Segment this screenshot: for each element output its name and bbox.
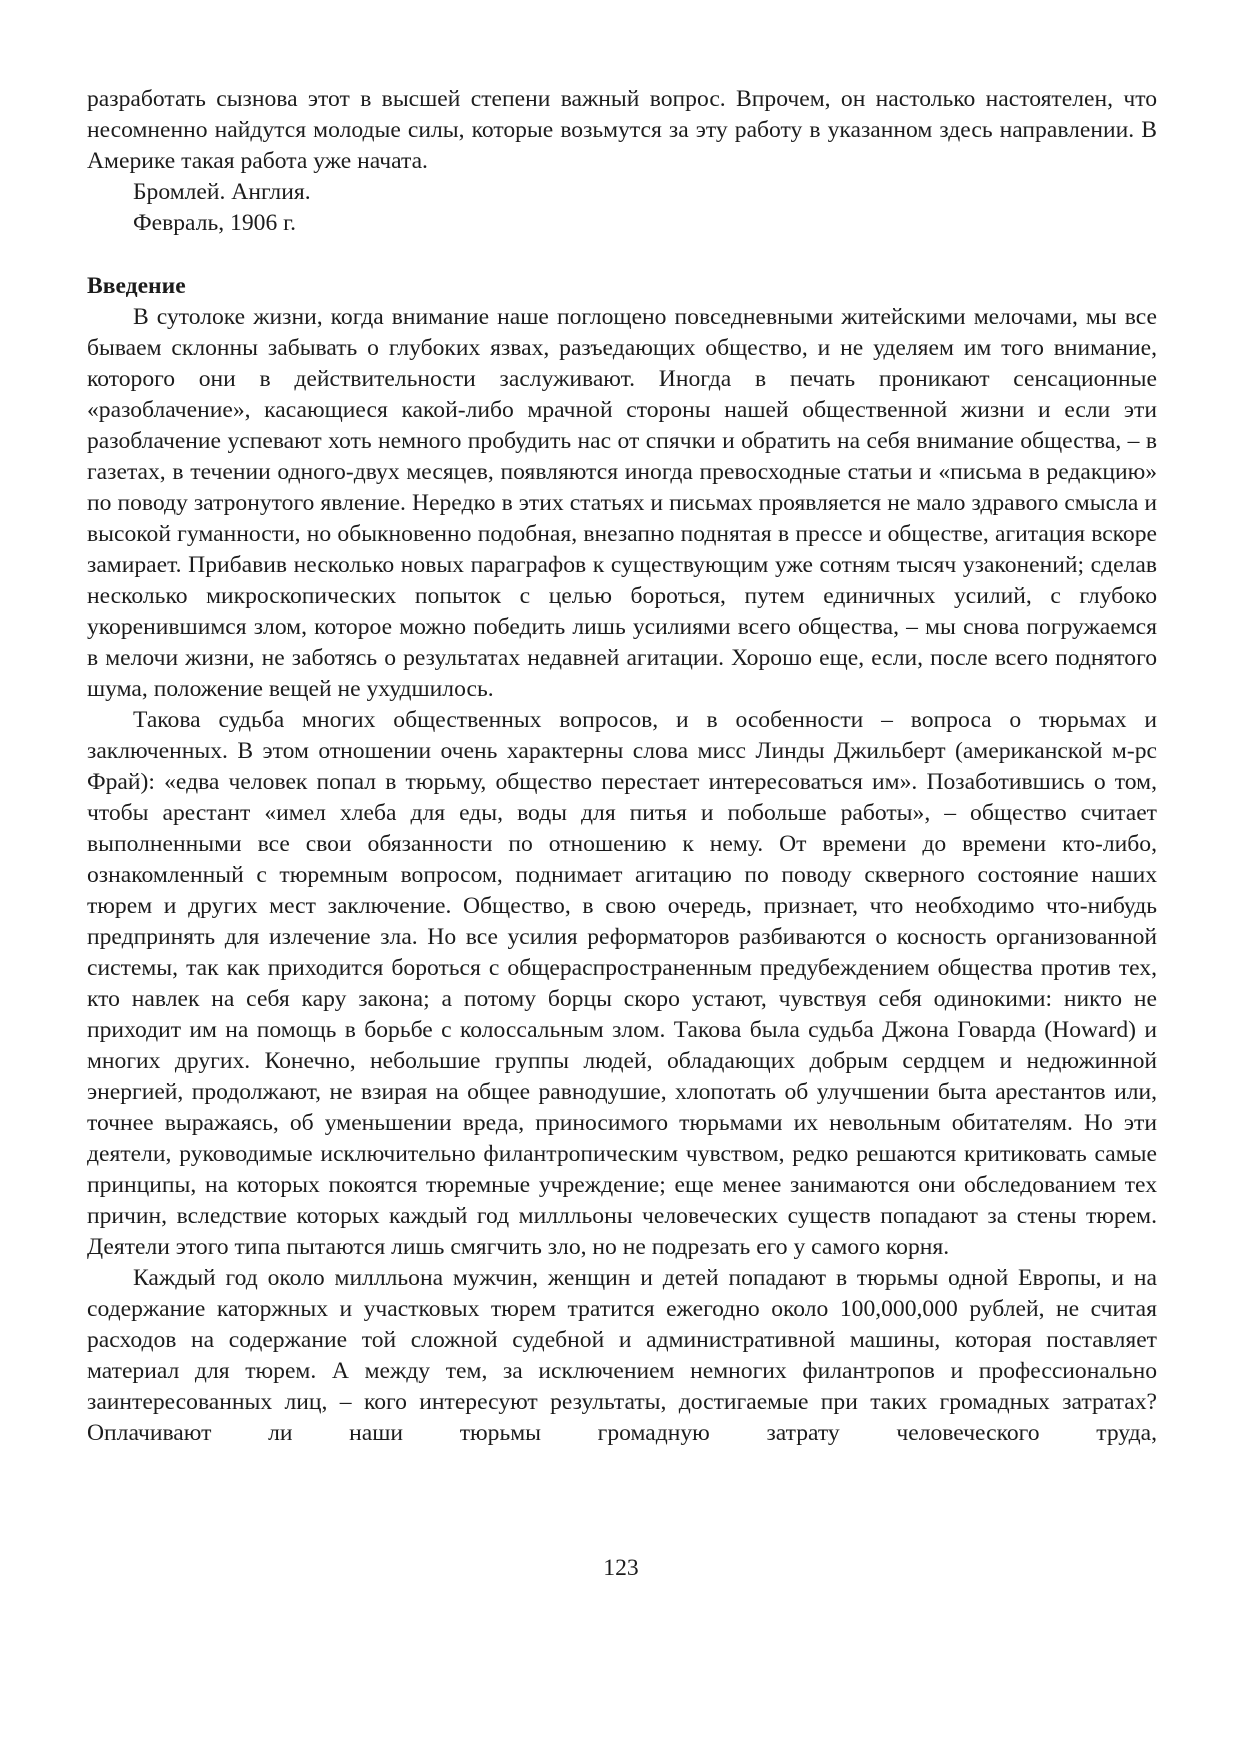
page-body [87,84,1157,1449]
page-number: 123 [603,1555,639,1581]
body-paragraph-1: В сутолоке жизни, когда внимание наше поглощено повседневными житейскими мелочами, мы все бываем склонны забывать о глубоких язвах, разъедающих общество, и не уделяем им того внимание, которого они в действительности заслуживают. Иногда в печать проникают сенсационные «разоблачение», касающиеся какой-либо мрачной стороны нашей общественной жизни и если эти разоблачение успевают хоть немного пробудить нас от спячки и обратить на себя внимание общества, – в газетах, в течении одного-двух месяцев, появляются иногда превосходные статьи и «письма в редакцию» по поводу затронутого явление. Нередко в этих статьях и письмах проявляется не мало здравого смысла и высокой гуманности, но обыкновенно подобная, внезапно поднятая в прессе и обществе, агитация вскоре замирает. Прибавив несколько новых параграфов к существующим уже сотням тысяч узаконений; сделав несколько микроскопических попыток с целью бороться, путем единичных усилий, с глубоко укоренившимся злом, которое можно победить лишь усилиями всего общества, – мы снова погружаемся в мелочи жизни, не заботясь о результатах недавней агитации. Хорошо еще, если, после всего поднятого шума, положение вещей не ухудшилось. [87,304,1157,702]
body-paragraph-3: Каждый год около миллльона мужчин, женщин и детей попадают в тюрьмы одной Европы, и на содержание каторжных и участковых тюрем тратится ежегодно около 100,000,000 рублей, не считая расходов на содержание той сложной судебной и административной машины, которая поставляет материал для тюрем. А между тем, за исключением немногих филантропов и профессионально заинтересованных лиц, – кого интересуют результаты, достигаемые при таких громадных затратах? Оплачивают ли наши тюрьмы громадную затрату человеческого труда, [87,1265,1157,1446]
section-heading: Введение [87,273,186,299]
body-paragraph-2: Такова судьба многих общественных вопросов, и в особенности – вопроса о тюрьмах и заключенных. В этом отношении очень характерны слова мисс Линды Джильберт (американской м-рс Фрай): «едва человек попал в тюрьму, общество перестает интересоваться им». Позаботившись о том, чтобы арестант «имел хлеба для еды, воды для питья и побольше работы», – общество считает выполненными все свои обязанности по отношению к нему. От времени до времени кто-либо, ознакомленный с тюремным вопросом, поднимает агитацию по поводу скверного состояние наших тюрем и других мест заключение. Общество, в свою очередь, признает, что необходимо что-нибудь предпринять для излечение зла. Но все усилия реформаторов разбиваются о косность организованной системы, так как приходится бороться с общераспространенным предубеждением общества против тех, кто навлек на себя кару закона; а потому борцы скоро устают, чувствуя себя одинокими: никто не приходит им на помощь в борьбе с колоссальным злом. Такова была судьба Джона Говарда (Howard) и многих других. Конечно, небольшие группы людей, обладающих добрым сердцем и недюжинной энергией, продолжают, не взирая на общее равнодушие, хлопотать об улучшении быта арестантов или, точнее выражаясь, об уменьшении вреда, приносимого тюрьмами их невольным обитателям. Но эти деятели, руководимые исключительно филантропическим чувством, редко решаются критиковать самые принципы, на которых покоятся тюремные учреждение; еще менее занимаются они обследованием тех причин, вследствие которых каждый год миллльоны человеческих существ попадают за стены тюрем. Деятели этого типа пытаются лишь смягчить зло, но не подрезать его у самого корня. [87,707,1157,1260]
signature-place: Бромлей. Англия. [133,179,311,205]
opening-paragraph: разработать сызнова этот в высшей степени важный вопрос. Впрочем, он настолько настоятелен, что несомненно найдутся молодые силы, которые возьмутся за эту работу в указанном здесь направлении. В Америке такая работа уже начата. [87,86,1157,174]
signature-date: Февраль, 1906 г. [133,210,297,236]
